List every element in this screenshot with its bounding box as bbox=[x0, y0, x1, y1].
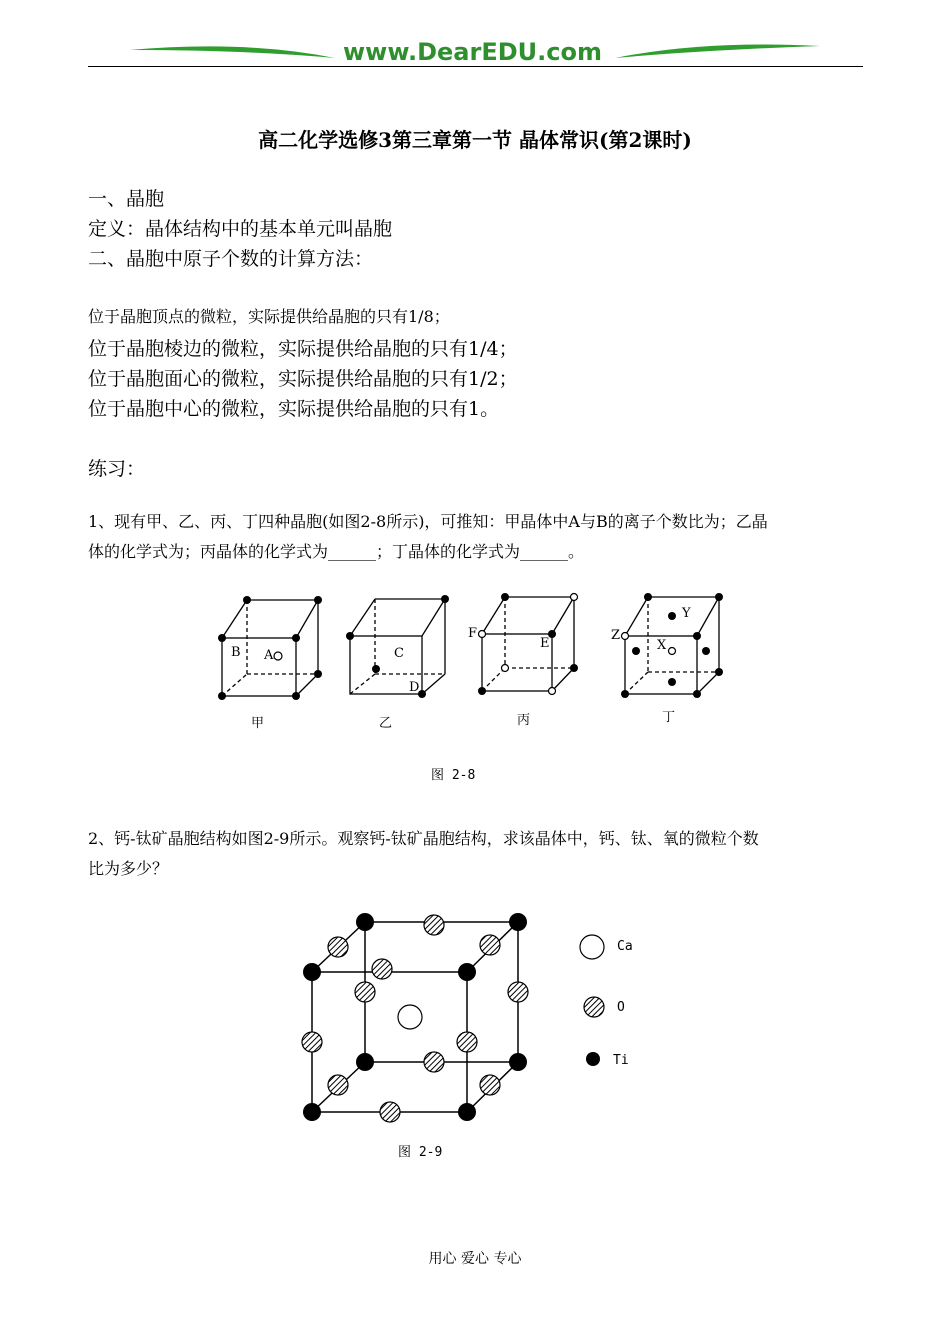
fig-2-8-cell-d-label-z: Z bbox=[611, 628, 621, 643]
fig-2-8-cell-c-label-e: E bbox=[540, 636, 550, 651]
rule-vertex: 位于晶胞顶点的微粒，实际提供给晶胞的只有1/8； bbox=[88, 307, 450, 326]
logo-text: www.DearEDU.com bbox=[343, 38, 602, 66]
section-heading-unit-cell: 一、晶胞 bbox=[88, 188, 165, 210]
legend-label-ca: Ca bbox=[617, 939, 633, 954]
page-footer: 用心 爱心 专心 bbox=[428, 1251, 522, 1267]
figure-2-9-diagram bbox=[290, 905, 670, 1165]
rule-edge: 位于晶胞棱边的微粒，实际提供给晶胞的只有1/4； bbox=[88, 338, 518, 360]
rule-face: 位于晶胞面心的微粒，实际提供给晶胞的只有1/2； bbox=[88, 368, 518, 390]
figure-2-9 bbox=[290, 905, 670, 1165]
legend-label-o: O bbox=[617, 1000, 625, 1015]
question-2-line-1: 2、钙-钛矿晶胞结构如图2-9所示。观察钙-钛矿晶胞结构，求该晶体中，钙、钛、氧的微粒个数 bbox=[88, 829, 759, 848]
question-1-line-1: 1、现有甲、乙、丙、丁四种晶胞(如图2-8所示)，可推知：甲晶体中A与B的离子个数比为；乙晶 bbox=[88, 512, 768, 531]
fig-2-8-cell-b-label-c: C bbox=[394, 646, 404, 661]
fig-2-8-cell-a-label-b: B bbox=[231, 645, 241, 660]
figure-2-8-diagram bbox=[200, 584, 760, 784]
practice-heading: 练习： bbox=[88, 458, 146, 480]
header-rule bbox=[88, 66, 863, 67]
fig-2-8-cell-c-name: 丙 bbox=[517, 713, 531, 728]
figure-2-8 bbox=[200, 584, 760, 784]
page-title: 高二化学选修3第三章第一节 晶体常识(第2课时) bbox=[258, 128, 692, 152]
fig-2-8-cell-c-label-f: F bbox=[468, 626, 478, 641]
legend-label-ti: Ti bbox=[613, 1053, 629, 1068]
fig-2-8-cell-d-label-x: X bbox=[657, 638, 667, 653]
fig-2-8-cell-d-name: 丁 bbox=[662, 710, 676, 725]
fig-2-8-cell-a-label-a: A bbox=[264, 648, 274, 663]
unit-cell-definition: 定义：晶体结构中的基本单元叫晶胞 bbox=[88, 218, 393, 240]
fig-2-9-caption: 图 2-9 bbox=[398, 1145, 443, 1160]
rule-center: 位于晶胞中心的微粒，实际提供给晶胞的只有1。 bbox=[88, 398, 500, 420]
fig-2-8-cell-a-name: 甲 bbox=[251, 716, 265, 731]
question-2-line-2: 比为多少？ bbox=[88, 859, 169, 878]
fig-2-8-cell-b-name: 乙 bbox=[379, 716, 393, 731]
fig-2-8-caption: 图 2-8 bbox=[431, 768, 476, 783]
section-heading-counting-method: 二、晶胞中原子个数的计算方法： bbox=[88, 248, 374, 270]
question-1-line-2: 体的化学式为；丙晶体的化学式为______；丁晶体的化学式为______。 bbox=[88, 542, 585, 561]
header-logo bbox=[125, 36, 825, 68]
fig-2-8-cell-d-label-y: Y bbox=[682, 606, 691, 621]
fig-2-8-cell-b-label-d: D bbox=[409, 680, 420, 695]
